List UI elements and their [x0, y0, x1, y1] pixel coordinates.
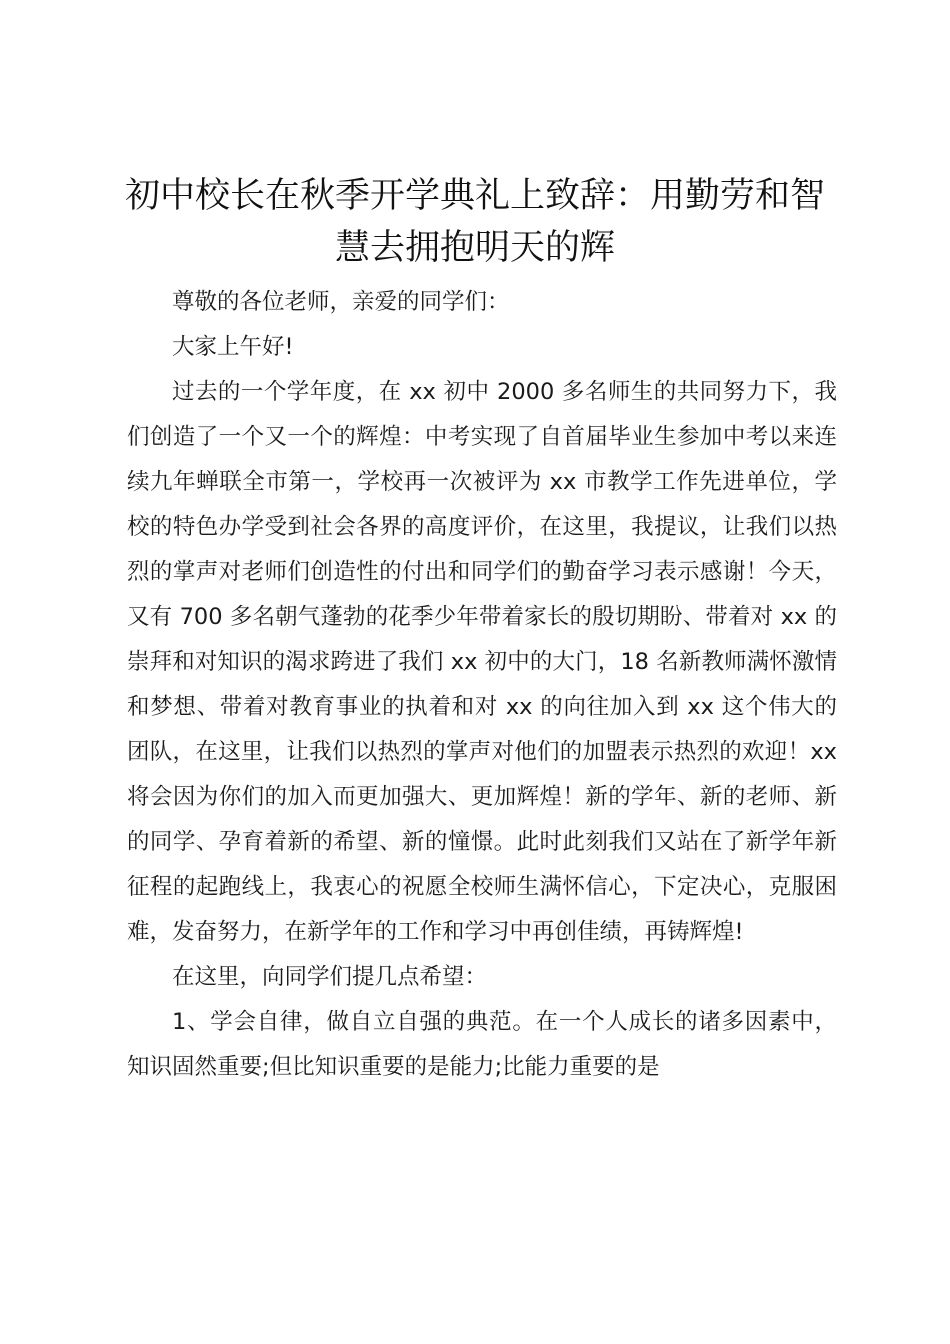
document-body: [127, 280, 837, 1090]
review-paragraph: 过去的一个学年度，在 xx 初中 2000 多名师生的共同努力下，我们创造了一个又一个的辉煌：中考实现了自首届毕业生参加中考以来连续九年蝉联全市第一，学校再一次被评为 xx 市教学工作先进单位，学校的特色办学受到社会各界的高度评价，在这里，我提议，让我们以热烈的掌声对老师们创造性的付出和同学们的勤奋学习表示感谢！今天，又有 700 多名朝气蓬勃的花季少年带着家长的殷切期盼、带着对 xx 的崇拜和对知识的渴求跨进了我们 xx 初中的大门，18 名新教师满怀激情和梦想、带着对教育事业的执着和对 xx 的向往加入到 xx 这个伟大的团队，在这里，让我们以热烈的掌声对他们的加盟表示热烈的欢迎！xx 将会因为你们的加入而更加强大、更加辉煌！新的学年、新的老师、新的同学、孕育着新的希望、新的憧憬。此时此刻我们又站在了新学年新征程的起跑线上，我衷心的祝愿全校师生满怀信心，下定决心，克服困难，发奋努力，在新学年的工作和学习中再创佳绩，再铸辉煌!: [127, 379, 837, 945]
hope-item-1-paragraph: 1、学会自律，做自立自强的典范。在一个人成长的诸多因素中，知识固然重要;但比知识重要的是能力;比能力重要的是: [127, 1009, 837, 1080]
hopes-intro-paragraph: 在这里，向同学们提几点希望：: [172, 964, 488, 990]
greeting-paragraph: 大家上午好!: [172, 334, 294, 360]
document-title: 初中校长在秋季开学典礼上致辞：用勤劳和智慧去拥抱明天的辉: [124, 176, 825, 268]
salutation-paragraph: 尊敬的各位老师，亲爱的同学们：: [172, 289, 510, 315]
